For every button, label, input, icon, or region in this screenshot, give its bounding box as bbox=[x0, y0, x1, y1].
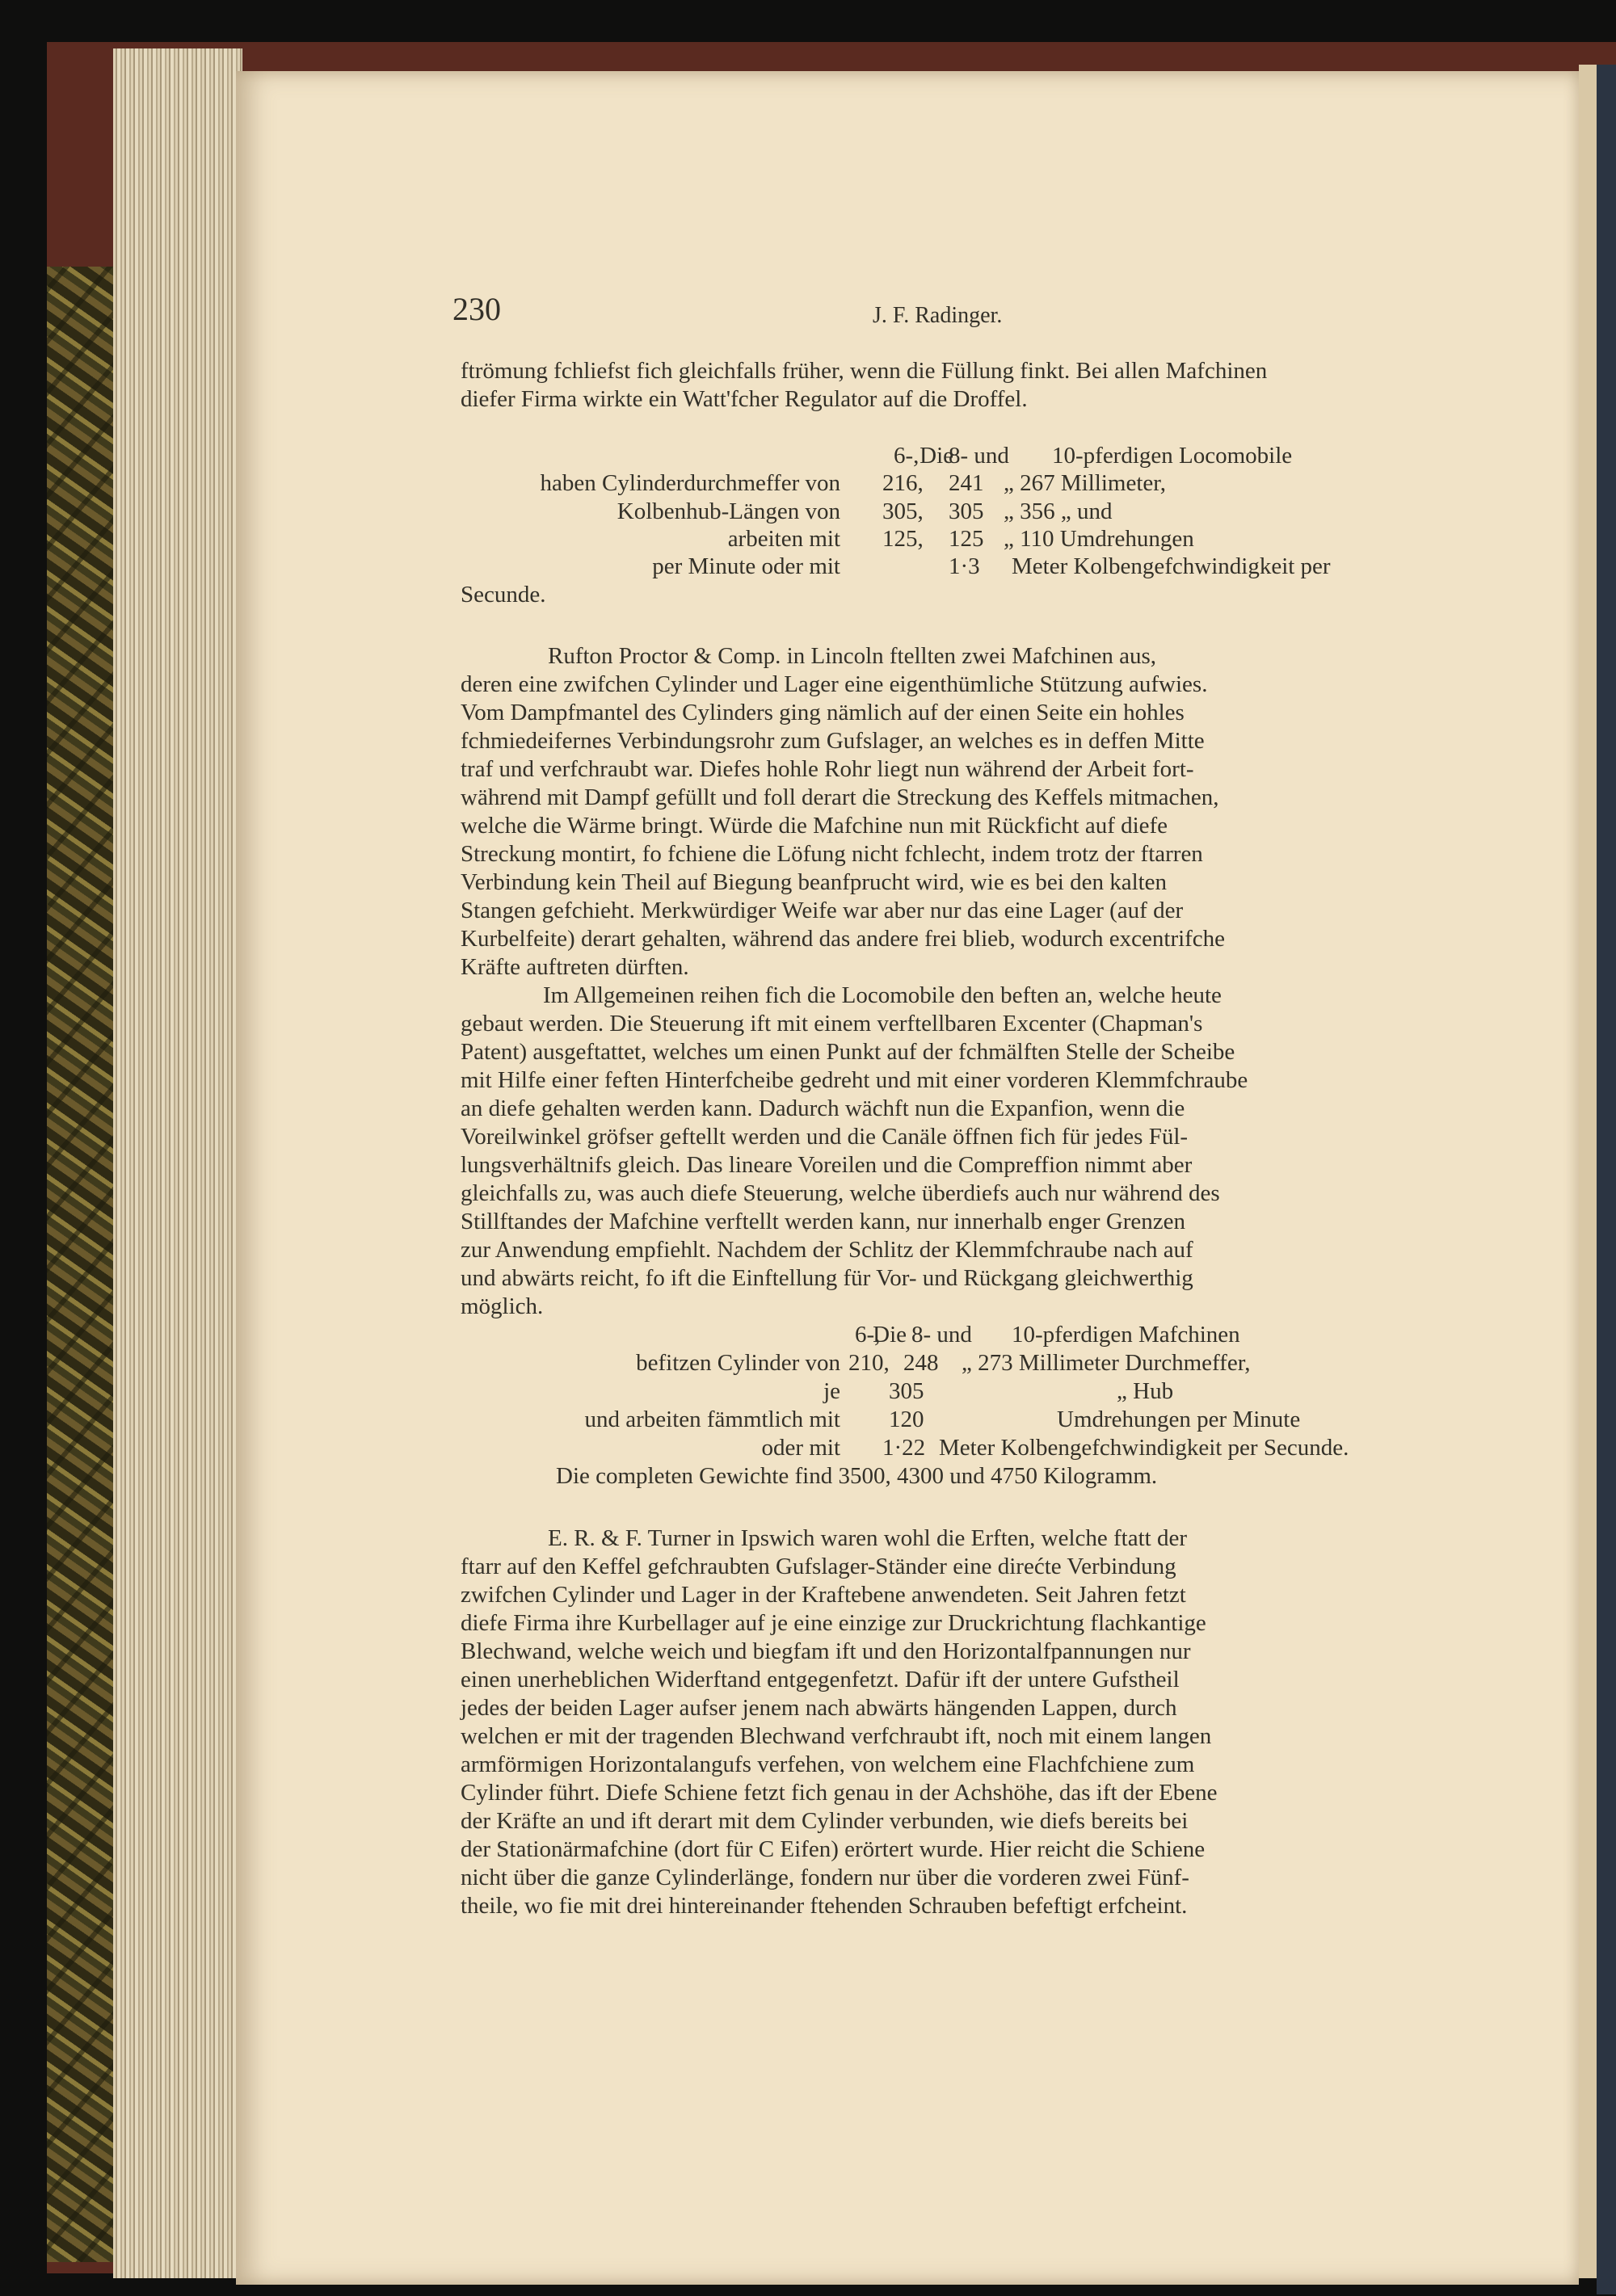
table-cell: 305 bbox=[949, 498, 984, 524]
table-tail: Secunde. bbox=[461, 582, 546, 608]
table-cell: Die bbox=[920, 443, 953, 469]
table-cell: befitzen Cylinder von bbox=[636, 1350, 840, 1376]
table-cell: oder mit bbox=[761, 1435, 840, 1461]
book-page bbox=[236, 71, 1579, 2285]
text-line: gleichfalls zu, was auch diefe Steuerung, welche überdiefs auch nur während des bbox=[461, 1180, 1220, 1206]
right-cover-edge bbox=[1597, 65, 1616, 2294]
text-line: Rufton Proctor & Comp. in Lincoln ftellten zwei Mafchinen aus, bbox=[548, 643, 1157, 669]
text-line: Blechwand, welche weich und biegfam ift und den Horizontalfpannungen nur bbox=[461, 1638, 1191, 1664]
table-cell: „ Hub bbox=[1117, 1378, 1174, 1404]
text-line: und abwärts reicht, fo ift die Einftellung für Vor- und Rückgang gleichwerthig bbox=[461, 1265, 1193, 1291]
text-line: diefe Firma ihre Kurbellager auf je eine einzige zur Druckrichtung flachkantige bbox=[461, 1610, 1206, 1636]
table-cell: 1·22 bbox=[882, 1435, 926, 1461]
table-cell: 248 bbox=[903, 1350, 939, 1376]
text-line: Stangen gefchieht. Merkwürdiger Weife war aber nur das eine Lager (auf der bbox=[461, 898, 1184, 923]
table-cell: haben Cylinderdurchmeffer von bbox=[540, 470, 840, 496]
running-title: J. F. Radinger. bbox=[873, 303, 1003, 328]
table-cell: 305 bbox=[889, 1378, 924, 1404]
table-cell: 125 bbox=[949, 526, 984, 552]
table-cell: Kolbenhub-Längen von bbox=[617, 498, 840, 524]
table-cell: je bbox=[823, 1378, 840, 1404]
table-cell: 241 bbox=[949, 470, 984, 496]
page-number: 230 bbox=[452, 291, 501, 327]
table-cell: „ 356 „ und bbox=[1004, 498, 1113, 524]
weights-line: Die completen Gewichte find 3500, 4300 und 4750 Kilogramm. bbox=[556, 1463, 1158, 1489]
table-cell: Die bbox=[873, 1322, 907, 1348]
text-line: möglich. bbox=[461, 1293, 544, 1319]
table-cell: „ 110 Umdrehungen bbox=[1004, 526, 1194, 552]
text-line: Kurbelfeite) derart gehalten, während das andere frei blieb, wodurch excentrifche bbox=[461, 926, 1226, 952]
text-line: Im Allgemeinen reihen fich die Locomobile den beften an, welche heute bbox=[543, 982, 1222, 1008]
text-line: zwifchen Cylinder und Lager in der Kraftebene anwendeten. Seit Jahren fetzt bbox=[461, 1582, 1186, 1608]
text-line: nicht über die ganze Cylinderlänge, fondern nur über die vorderen zwei Fünf- bbox=[461, 1865, 1189, 1890]
table-cell: 305, bbox=[882, 498, 924, 524]
text-line: einen unerheblichen Widerftand entgegenfetzt. Dafür ift der untere Gufstheil bbox=[461, 1667, 1180, 1693]
text-line: diefer Firma wirkte ein Watt'fcher Regulator auf die Droffel. bbox=[461, 386, 1028, 412]
table-cell: 216, bbox=[882, 470, 924, 496]
text-line: deren eine zwifchen Cylinder und Lager eine eigenthümliche Stützung aufwies. bbox=[461, 671, 1208, 697]
page-edges bbox=[113, 48, 242, 2278]
text-line: theile, wo fie mit drei hintereinander ftehenden Schrauben befeftigt erfcheint. bbox=[461, 1893, 1188, 1919]
text-line: Stillftandes der Mafchine verftellt werden kann, nur innerhalb enger Grenzen bbox=[461, 1209, 1186, 1234]
text-line: zur Anwendung empfiehlt. Nachdem der Schlitz der Klemmfchraube nach auf bbox=[461, 1237, 1193, 1263]
text-line: mit Hilfe einer feften Hinterfcheibe gedreht und mit einer vorderen Klemmfchraube bbox=[461, 1067, 1248, 1093]
table-cell: „ 273 Millimeter Durchmeffer, bbox=[962, 1350, 1251, 1376]
text-line: der Stationärmafchine (dort für C Eifen) erörtert wurde. Hier reicht die Schiene bbox=[461, 1836, 1206, 1862]
table-cell: 8- und bbox=[911, 1322, 972, 1348]
text-line: traf und verfchraubt war. Diefes hohle Rohr liegt nun während der Arbeit fort- bbox=[461, 756, 1194, 782]
table-cell: 10-pferdigen Locomobile bbox=[1052, 443, 1293, 469]
text-line: gebaut werden. Die Steuerung ift mit einem verftellbaren Excenter (Chapman's bbox=[461, 1011, 1203, 1037]
table-cell: arbeiten mit bbox=[727, 526, 840, 552]
table-cell: 10-pferdigen Mafchinen bbox=[1012, 1322, 1240, 1348]
table-cell: 125, bbox=[882, 526, 924, 552]
text-line: jedes der beiden Lager aufser jenem nach abwärts hängenden Lappen, durch bbox=[461, 1695, 1177, 1721]
table-cell: 6-, bbox=[855, 1322, 881, 1348]
text-line: Kräfte auftreten dürften. bbox=[461, 954, 689, 980]
text-line: Cylinder führt. Diefe Schiene fetzt fich genau in der Achshöhe, das ift der Ebene bbox=[461, 1780, 1218, 1806]
text-line: ftarr auf den Keffel gefchraubten Gufslager-Ständer eine direćte Verbindung bbox=[461, 1554, 1176, 1579]
text-line: an diefe gehalten werden kann. Dadurch wächft nun die Expanfion, wenn die bbox=[461, 1095, 1185, 1121]
table-cell: und arbeiten fämmtlich mit bbox=[584, 1407, 840, 1432]
text-line: E. R. & F. Turner in Ipswich waren wohl die Erften, welche ftatt der bbox=[548, 1525, 1187, 1551]
text-line: Vom Dampfmantel des Cylinders ging nämlich auf der einen Seite ein hohles bbox=[461, 700, 1185, 725]
table-cell: Umdrehungen per Minute bbox=[1057, 1407, 1301, 1432]
text-line: welche die Wärme bringt. Würde die Mafchine nun mit Rückficht auf diefe bbox=[461, 813, 1168, 839]
table-cell: 120 bbox=[889, 1407, 924, 1432]
table-cell: 6-, bbox=[894, 443, 920, 469]
table-cell: 8- und bbox=[949, 443, 1009, 469]
text-line: der Kräfte an und ift derart mit dem Cylinder verbunden, wie diefs bereits bei bbox=[461, 1808, 1189, 1834]
table-cell: 210, bbox=[848, 1350, 890, 1376]
text-line: Voreilwinkel gröfser geftellt werden und die Canäle öffnen fich für jedes Fül- bbox=[461, 1124, 1189, 1150]
text-line: fchmiedeifernes Verbindungsrohr zum Gufslager, an welches es in deffen Mitte bbox=[461, 728, 1205, 754]
text-line: Verbindung kein Theil auf Biegung beanfprucht wird, wie es bei den kalten bbox=[461, 869, 1168, 895]
text-line: lungsverhältnifs gleich. Das lineare Voreilen und die Compreffion nimmt aber bbox=[461, 1152, 1193, 1178]
text-line: Patent) ausgeftattet, welches um einen Punkt auf der fchmälften Stelle der Scheibe bbox=[461, 1039, 1235, 1065]
table-cell: per Minute oder mit bbox=[652, 553, 840, 579]
table-cell: Meter Kolbengefchwindigkeit per bbox=[1012, 553, 1331, 579]
table-cell: Meter Kolbengefchwindigkeit per Secunde. bbox=[939, 1435, 1349, 1461]
table-cell: 1·3 bbox=[949, 553, 980, 579]
table-cell: „ 267 Millimeter, bbox=[1004, 470, 1166, 496]
text-line: während mit Dampf gefüllt und foll derart die Streckung des Keffels mitmachen, bbox=[461, 784, 1219, 810]
text-line: ftrömung fchliefst fich gleichfalls früher, wenn die Füllung finkt. Bei allen Mafchinen bbox=[461, 358, 1268, 384]
text-line: armförmigen Horizontalangufs verfehen, von welchem eine Flachfchiene zum bbox=[461, 1751, 1195, 1777]
text-line: welchen er mit der tragenden Blechwand verfchraubt ift, noch mit einem langen bbox=[461, 1723, 1212, 1749]
text-line: Streckung montirt, fo fchiene die Löfung nicht fchlecht, indem trotz der ftarren bbox=[461, 841, 1203, 867]
